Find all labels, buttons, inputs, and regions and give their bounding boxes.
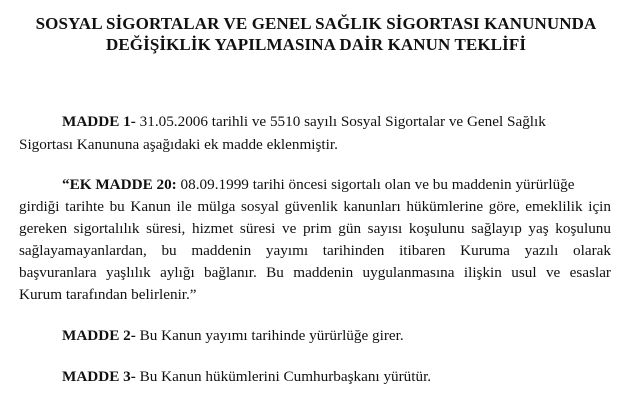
- madde-2-line: [62, 327, 404, 345]
- madde-1-label: MADDE 1-: [62, 113, 136, 130]
- madde-2-text: Bu Kanun yayımı tarihinde yürürlüğe girer.: [135, 327, 404, 344]
- ek-madde-text-line-2: girdiği tarihte bu Kanun ile mülga sosyal güvenlik kanunları hükümlerine göre, emeklilik için: [19, 198, 611, 215]
- madde-1-first-line: [62, 113, 546, 131]
- document-title-line-2: DEĞİŞİKLİK YAPILMASINA DAİR KANUN TEKLİFİ: [105, 35, 527, 54]
- ek-madde-text-line-4: sağlayamayanlardan, bu maddenin yayımı tarihinden itibaren Kuruma yazılı olarak: [19, 242, 611, 259]
- ek-madde-label: “EK MADDE 20:: [62, 176, 177, 193]
- ek-madde-text-line-5: başvuranlara yaşlılık aylığı bağlanır. Bu maddenin uygulanmasına ilişkin usul ve esaslar: [19, 264, 611, 281]
- madde-3-line: [62, 368, 431, 386]
- madde-3-label: MADDE 3-: [62, 368, 136, 385]
- madde-3-text: Bu Kanun hükümlerini Cumhurbaşkanı yürütür.: [135, 368, 432, 385]
- document-title-line-1: SOSYAL SİGORTALAR VE GENEL SAĞLIK SİGORTASI KANUNUNDA: [35, 14, 597, 33]
- madde-1-text-line-1: 31.05.2006 tarihli ve 5510 sayılı Sosyal Sigortalar ve Genel Sağlık: [135, 113, 546, 130]
- ek-madde-text-line-3: gereken sigortalılık süresi, hizmet süresi ve prim gün sayısı koşulunu sağlayıp yaş koşulunu: [19, 220, 611, 237]
- ek-madde-first-line: [62, 176, 575, 194]
- ek-madde-text-line-1: 08.09.1999 tarihi öncesi sigortalı olan ve bu maddenin yürürlüğe: [176, 176, 575, 193]
- madde-2-label: MADDE 2-: [62, 327, 136, 344]
- ek-madde-text-line-6: Kurum tarafından belirlenir.”: [19, 286, 197, 303]
- madde-1-text-line-2: Sigortası Kanununa aşağıdaki ek madde eklenmiştir.: [19, 136, 338, 153]
